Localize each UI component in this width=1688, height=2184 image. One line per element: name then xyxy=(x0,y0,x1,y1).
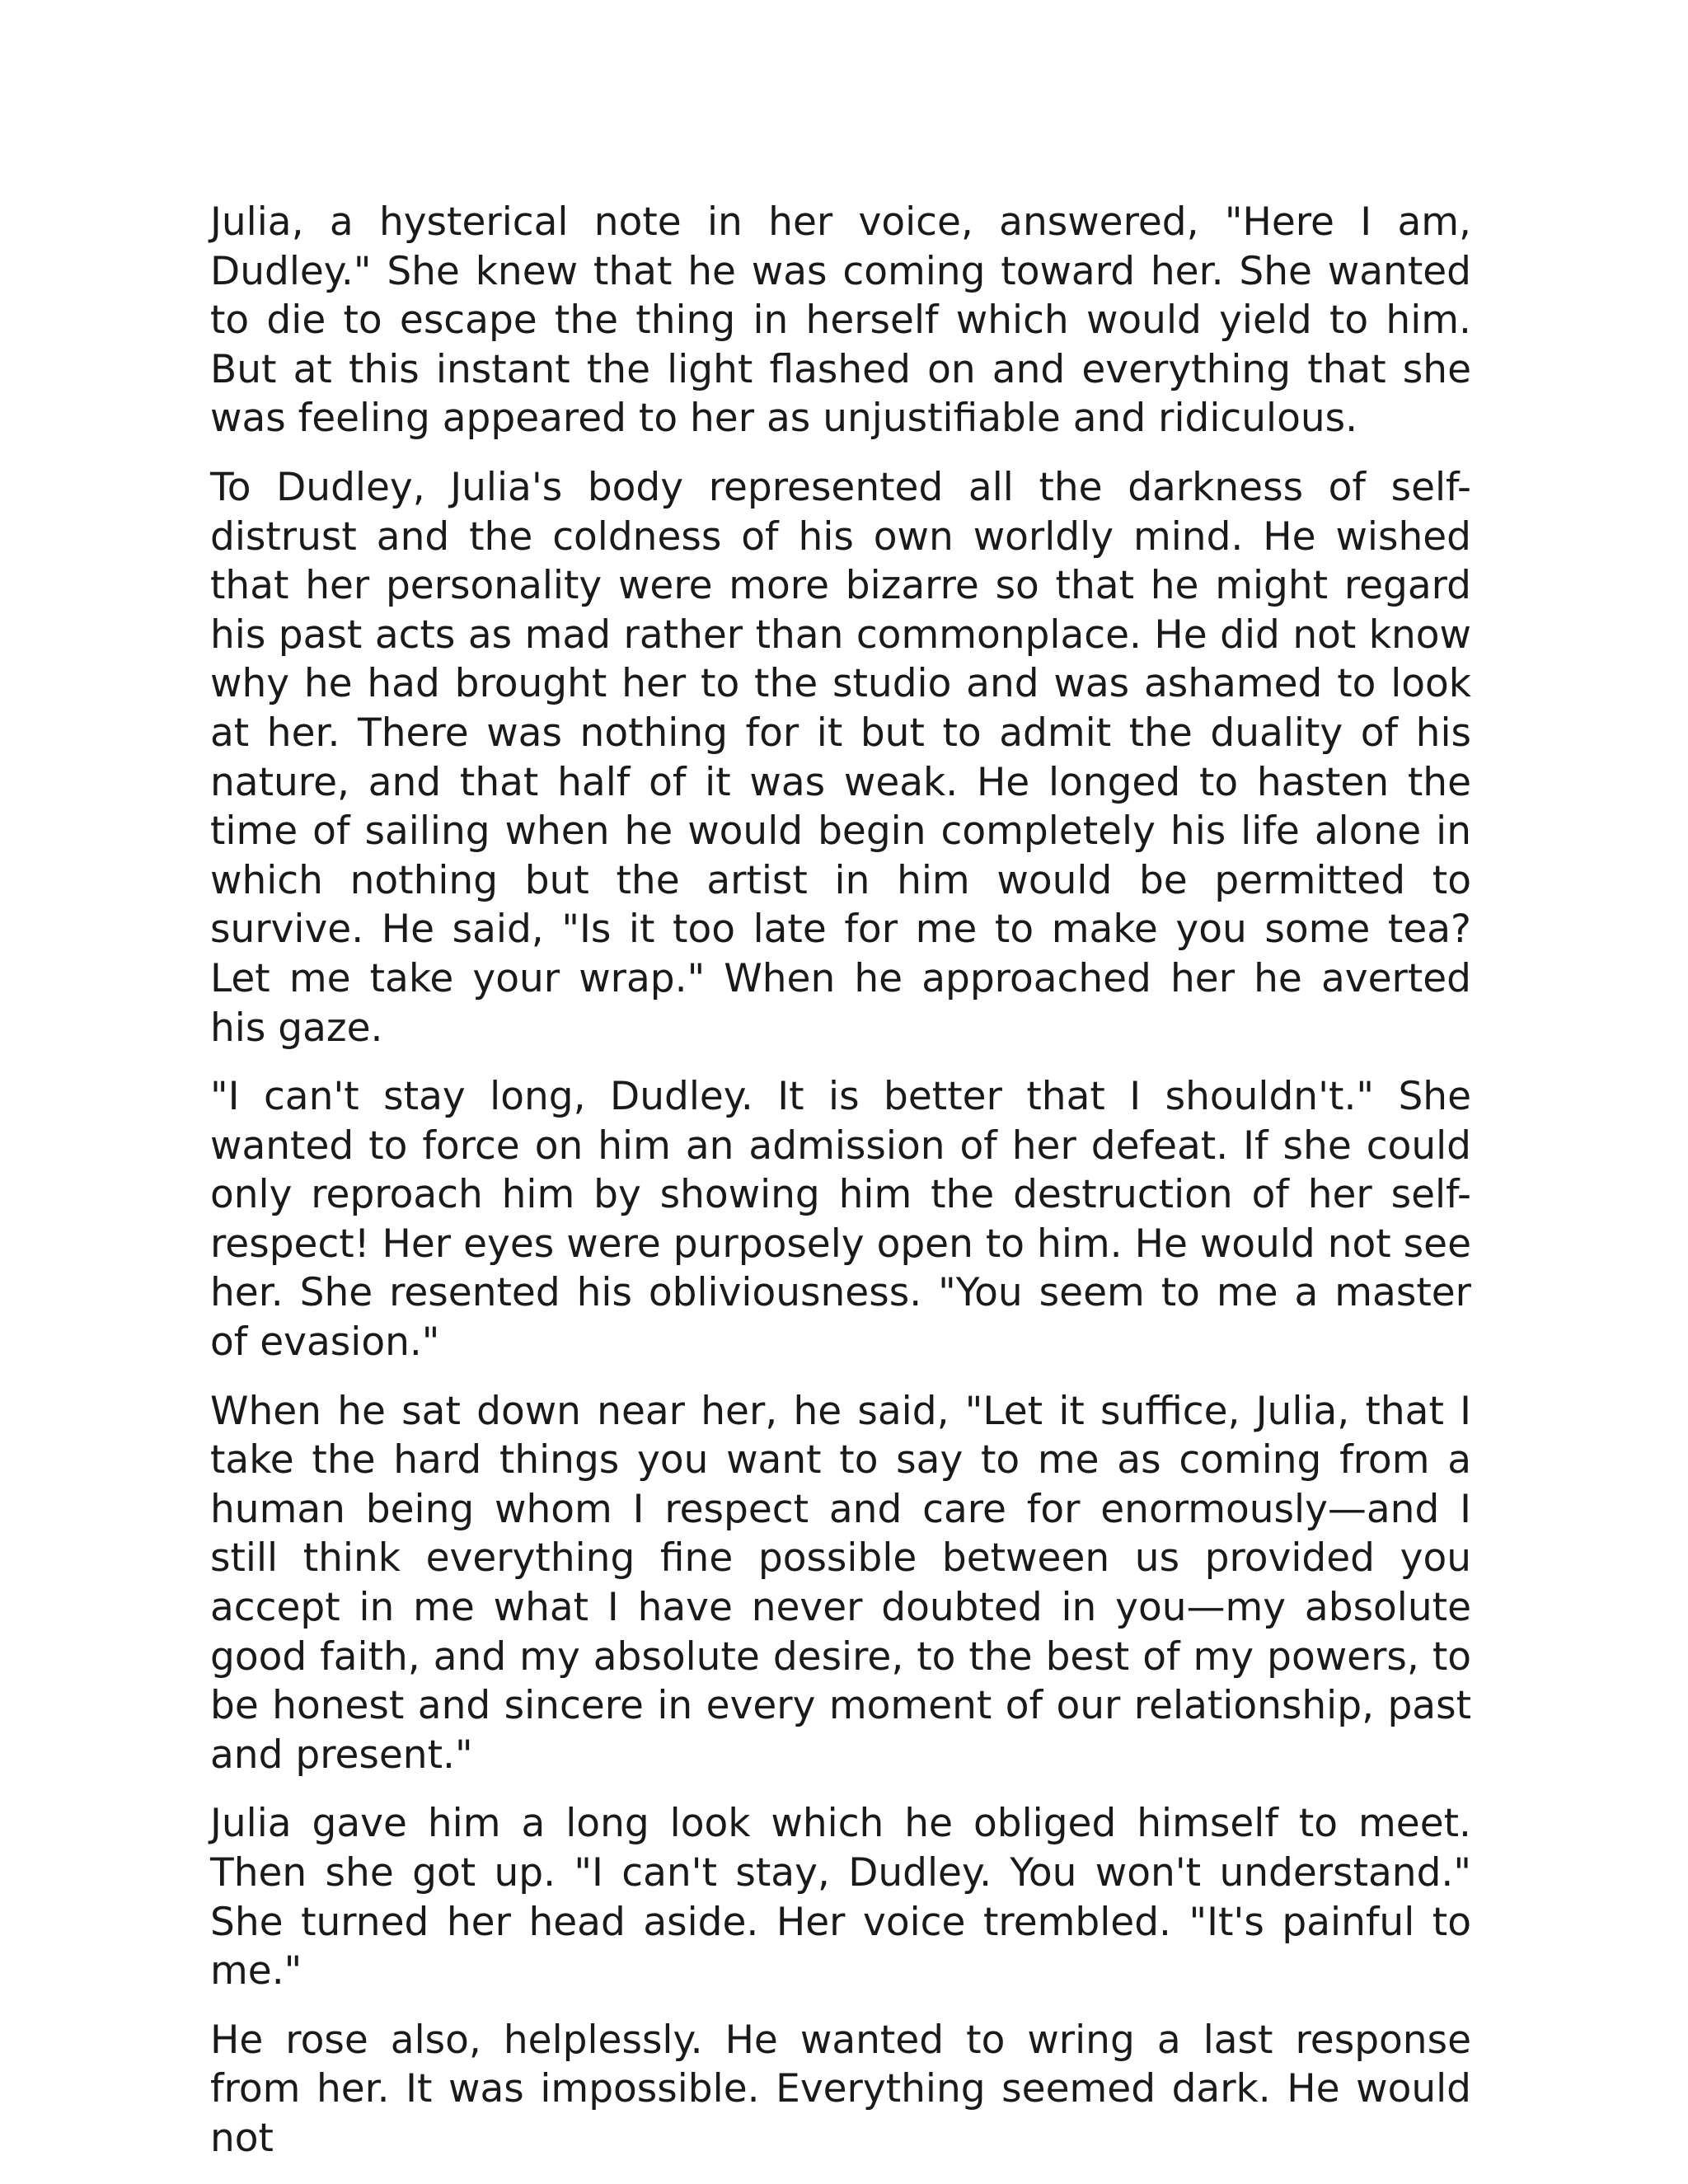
document-page xyxy=(210,198,1471,2183)
paragraph-5: Julia gave him a long look which he obliged himself to meet. Then she got up. "I can't stay, Dudley. You won't understand." She turned her head aside. Her voice trembled. "It's painful to me." xyxy=(210,1801,1471,1994)
paragraph-1: Julia, a hysterical note in her voice, answered, "Here I am, Dudley." She knew that he was coming toward her. She wanted to die to escape the thing in herself which would yield to him. But at this instant the light flashed on and everything that she was feeling appeared to her as unjustifiable and ridiculous. xyxy=(210,199,1471,442)
paragraph-3: "I can't stay long, Dudley. It is better that I shouldn't." She wanted to force on him an admission of her defeat. If she could only reproach him by showing him the destruction of her self-respect! Her eyes were purposely open to him. He would not see her. She resented his obliviousness. "You seem to me a master of evasion." xyxy=(210,1074,1471,1366)
paragraph-2: To Dudley, Julia's body represented all the darkness of self-distrust and the coldness of his own worldly mind. He wished that her personality were more bizarre so that he might regard his past acts as mad rather than commonplace. He did not know why he had brought her to the studio and was ashamed to look at her. There was nothing for it but to admit the duality of his nature, and that half of it was weak. He longed to hasten the time of sailing when he would begin completely his life alone in which nothing but the artist in him would be permitted to survive. He said, "Is it too late for me to make you some tea? Let me take your wrap." When he approached her he averted his gaze. xyxy=(210,464,1471,1051)
paragraph-6: He rose also, helplessly. He wanted to wring a last response from her. It was impossible. Everything seemed dark. He would not xyxy=(210,2017,1471,2161)
paragraph-4: When he sat down near her, he said, "Let it suffice, Julia, that I take the hard things you want to say to me as coming from a human being whom I respect and care for enormously—and I still think everything fine possible between us provided you accept in me what I have never doubted in you—my absolute good faith, and my absolute desire, to the best of my powers, to be honest and sincere in every moment of our relationship, past and present." xyxy=(210,1388,1471,1778)
